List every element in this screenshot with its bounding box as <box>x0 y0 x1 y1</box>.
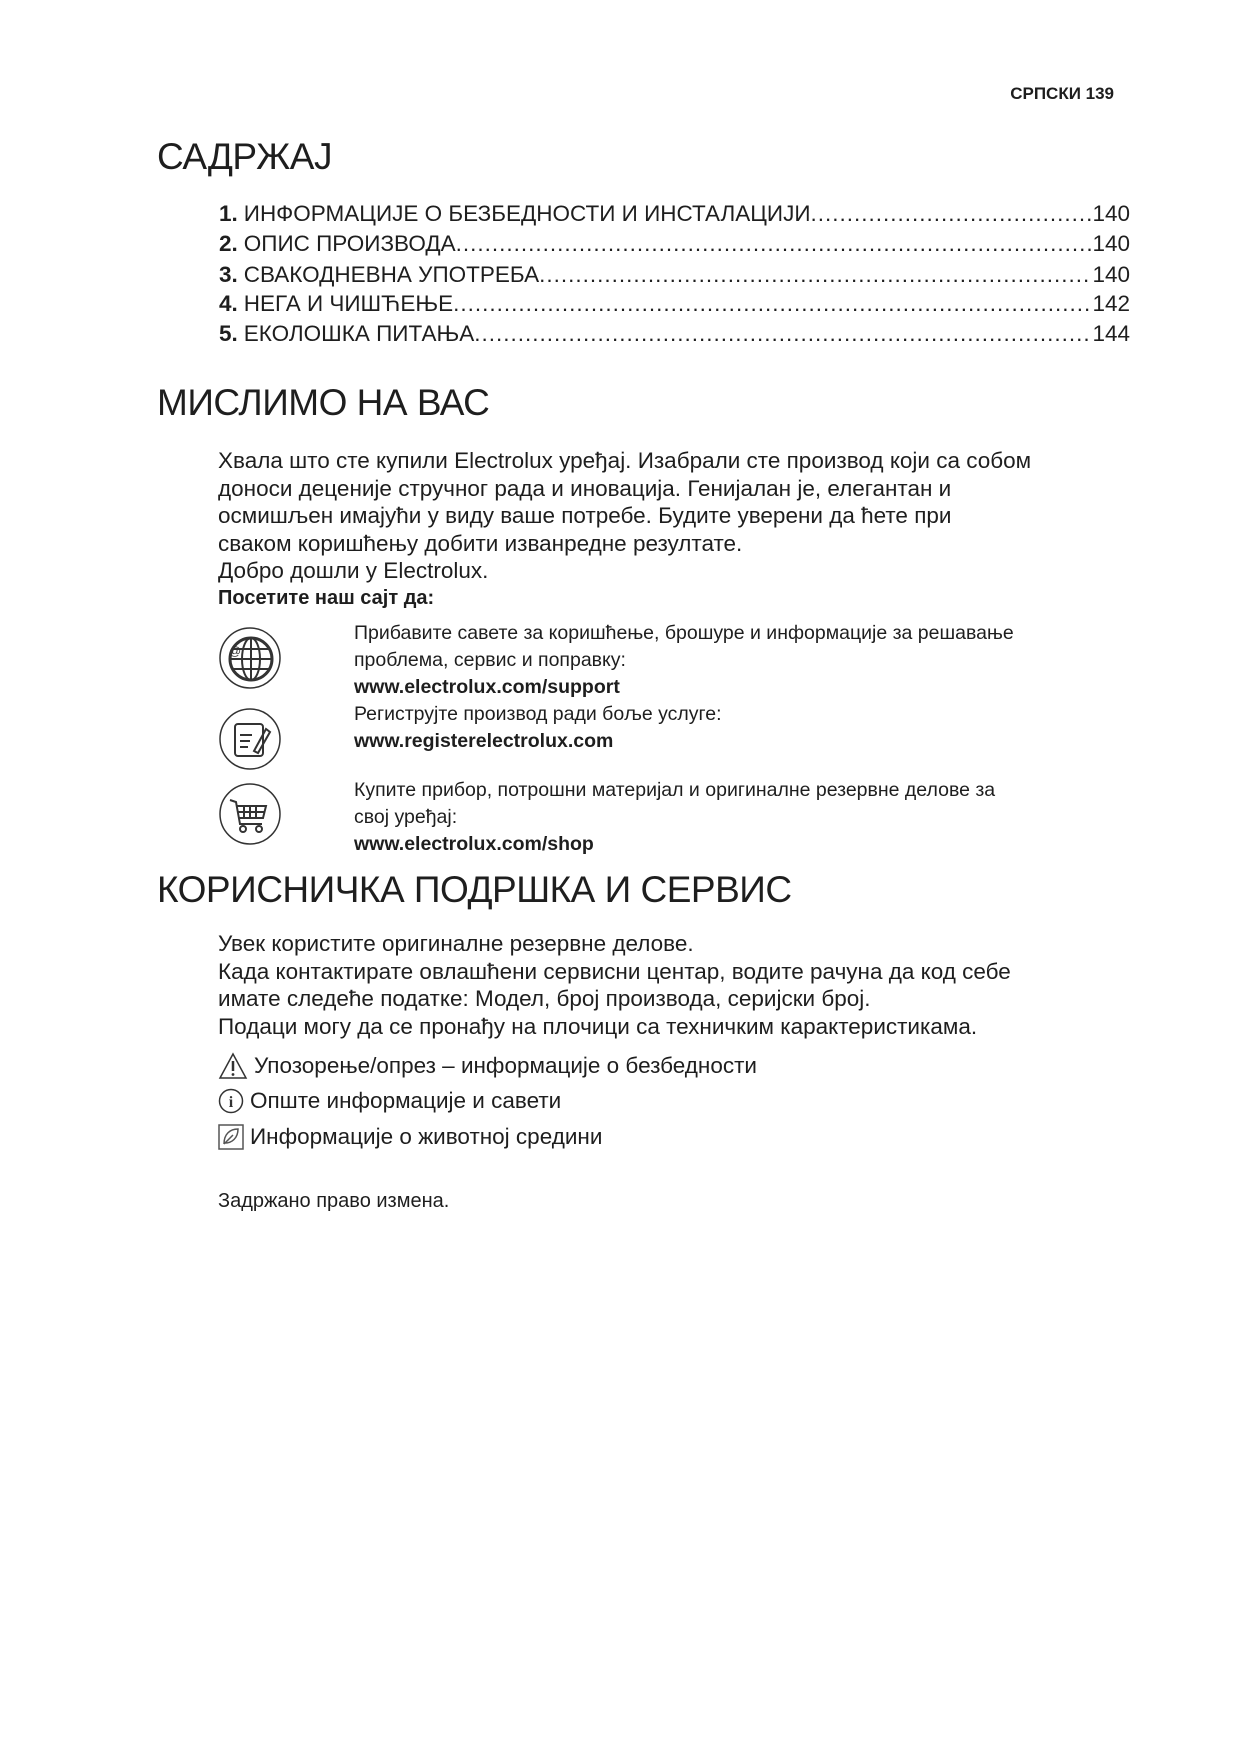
toc-page: 144 <box>1092 321 1130 346</box>
toc-num: 4. <box>219 291 238 316</box>
toc-num: 3. <box>219 262 238 287</box>
toc-num: 2. <box>219 231 238 256</box>
visit-label: Посетите наш сајт да: <box>218 586 435 609</box>
svg-text:i: i <box>228 1094 234 1111</box>
symbol-warning: Упозорење/опрез – информације о безбедности <box>218 1052 757 1080</box>
toc-item[interactable] <box>219 321 1130 347</box>
symbol-info: i Опште информације и савети <box>218 1088 561 1114</box>
register-url-link[interactable]: www.registerelectrolux.com <box>354 730 614 752</box>
toc-page: 140 <box>1092 262 1130 287</box>
toc-label: ОПИС ПРОИЗВОДА <box>243 231 456 256</box>
toc-label: ИНФОРМАЦИЈЕ О БЕЗБЕДНОСТИ И ИНСТАЛАЦИЈИ <box>243 201 811 226</box>
warning-icon <box>218 1052 248 1080</box>
section-title-support: КОРИСНИЧКА ПОДРШКА И СЕРВИС <box>157 869 792 910</box>
toc-page: 140 <box>1092 231 1130 256</box>
support-url-link[interactable]: www.electrolux.com/support <box>354 676 620 698</box>
shop-url-link[interactable]: www.electrolux.com/shop <box>354 833 594 855</box>
toc-item[interactable] <box>219 231 1130 257</box>
info-icon <box>218 1088 244 1114</box>
link-shop: Купите прибор, потрошни материјал и оригиналне резервне делове за свој уређај: www.electrolux.com/shop <box>354 777 995 858</box>
toc-title: САДРЖАЈ <box>157 136 332 177</box>
toc-num: 1. <box>219 201 238 226</box>
cart-icon <box>218 782 282 846</box>
globe-icon <box>218 626 282 690</box>
toc-num: 5. <box>219 321 238 346</box>
toc-label: НЕГА И ЧИШЋЕЊЕ <box>243 291 454 316</box>
toc-item[interactable] <box>219 201 1130 227</box>
intro-paragraph: Хвала што сте купили Electrolux уређај. Изабрали сте производ који са собом доноси деценије стручног рада и иновација. Генијалан је, елегантан и осмишљен имајући у виду ваше потребе. Будите уверени да ћете при сваком коришћењу добити изванредне резултате. Добро дошли у Electrolux. Посетите наш сајт да: <box>218 447 1031 613</box>
toc-item[interactable] <box>219 262 1130 288</box>
svg-text:@: @ <box>229 644 242 658</box>
toc-label: СВАКОДНЕВНА УПОТРЕБА <box>243 262 540 287</box>
toc-label: ЕКОЛОШКА ПИТАЊА <box>243 321 475 346</box>
section-title-thinking: МИСЛИМО НА ВАС <box>157 382 490 423</box>
toc-page: 142 <box>1092 291 1130 316</box>
footer-note: Задржано право измена. <box>218 1190 450 1212</box>
leaf-icon <box>218 1124 244 1150</box>
symbol-environment: Информације о животној средини <box>218 1124 602 1150</box>
toc-item[interactable] <box>219 291 1130 317</box>
support-paragraph: Увек користите оригиналне резервне делове. Када контактирате овлашћени сервисни центар, водите рачуна да код себе имате следеће податке: Модел, број производа, серијски број. Подаци могу да се пронађу на плочици са техничким карактеристикама. <box>218 931 1011 1039</box>
register-icon <box>218 707 282 771</box>
link-support: Прибавите савете за коришћење, брошуре и информације за решавање проблема, сервис и поправку: www.electrolux.com/support Региструјте производ ради боље услуге: www.registerelectrolux.com <box>354 620 1014 755</box>
toc-page: 140 <box>1092 201 1130 226</box>
page-header: СРПСКИ 139 <box>1010 84 1114 103</box>
